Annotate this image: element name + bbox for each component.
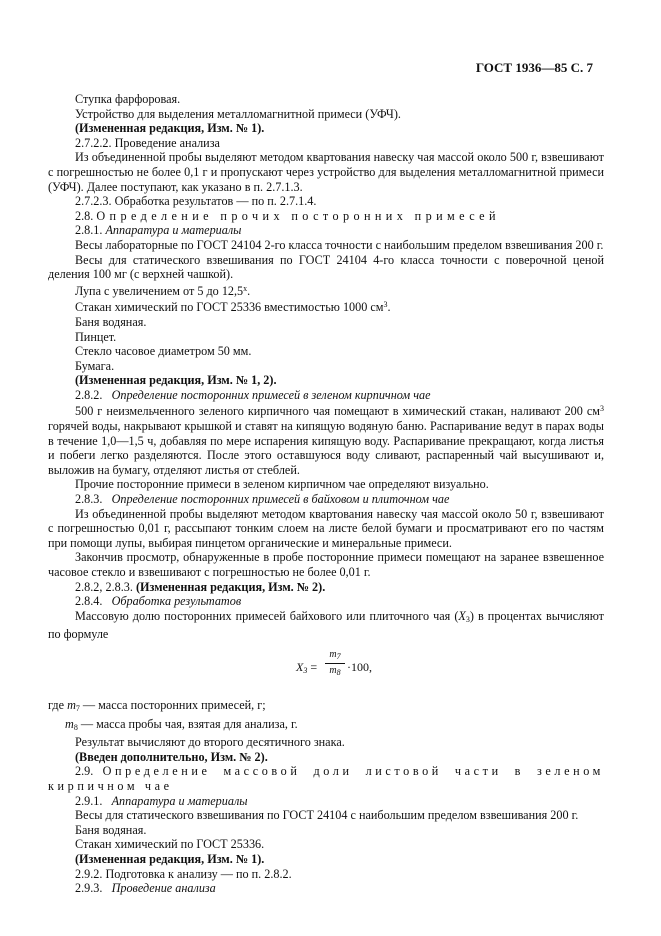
variable-definition: где $m_7$ — масса посторонних примесей, г; [48, 697, 266, 713]
text-line: Лупа с увеличением от 5 до $12,5^х$. [75, 283, 251, 298]
amendment-note: (Измененная редакция, Изм. № 1, 2). [75, 373, 277, 388]
paragraph: Весы для статического взвешивания по ГОСТ 24104 4-го класса точности с поверочной ценой деления 100 мг (с верхней чашкой). [48, 252, 604, 282]
amendment-note: (Измененная редакция, Изм. № 1). [75, 121, 265, 136]
section-heading [48, 209, 604, 224]
text-line: Баня водяная. [75, 314, 147, 329]
section-title: Определение прочих посторонних примесей [96, 208, 500, 223]
variable-definition: $m_8$ — масса пробы чая, взятая для анализа, г. [65, 716, 298, 732]
section-heading: 2.7.2.3. Обработка результатов — по п. 2.7.1.4. [75, 194, 317, 209]
text-line: Бумага. [75, 358, 115, 373]
section-heading: 2.9. Определение массовой доли листовой части в зеленом кирпичном чае [48, 764, 604, 793]
paragraph: Массовую долю посторонних примесей байхового или плиточного чая $(X_3)$ в процентах вычисляют по формуле [48, 608, 604, 642]
paragraph: 500 г неизмельченного зеленого кирпичного чая помещают в химический стакан, наливают 200 $см^3$ горячей воды, накрывают крышкой и ставят на кипящую водяную баню. Распаривание ведут в парах воды в течение 1,0—1,5 ч, добавляя по мере испарения кипящую воду. Распаривание прекращают, когда листья и побеги легко разделяются. После этого оставшуюся воду сливают, распаренный чай высушивают и, выложив на бумагу, отделяют листья от стеблей. [48, 404, 604, 477]
amendment-note: (Введен дополнительно, Изм. № 2). [75, 749, 268, 764]
section-heading [48, 223, 604, 238]
text-line: Стакан химический по ГОСТ 25336 вместимостью 1000 $см^3$. [75, 300, 391, 315]
amendment-note: (Измененная редакция, Изм. № 1). [75, 851, 265, 866]
text-line: Стакан химический по ГОСТ 25336. [75, 837, 265, 852]
paragraph: Весы лабораторные по ГОСТ 24104 2-го класса точности с наибольшим пределом взвешивания 200 г. [75, 237, 604, 252]
section-heading: 2.8.4. Обработка результатов [75, 594, 242, 609]
section-heading: 2.9.2. Подготовка к анализу — по п. 2.8.2. [75, 866, 292, 881]
section-number: 2.8.1. [75, 223, 103, 238]
section-heading: 2.8.2. Определение посторонних примесей в зеленом кирпичном чае [75, 387, 431, 402]
page-header: ГОСТ 1936—85 С. 7 [475, 60, 593, 75]
text-line: Пинцет. [75, 329, 117, 344]
amendment-note: 2.8.2, 2.8.3. (Измененная редакция, Изм. № 2). [75, 579, 326, 594]
formula-fraction [325, 648, 345, 680]
document-body [48, 92, 604, 896]
numerator: $m_7$ [325, 648, 345, 664]
section-heading: 2.9.3. Проведение анализа [75, 881, 216, 896]
formula-lhs: $X_3$ = [296, 659, 318, 675]
section-heading: 2.8.3. Определение посторонних примесей в байховом и плиточном чае [75, 492, 450, 507]
text-line: Баня водяная. [75, 822, 147, 837]
paragraph: Прочие посторонние примеси в зеленом кирпичном чае определяют визуально. [75, 477, 489, 492]
paragraph: Закончив просмотр, обнаруженные в пробе посторонние примеси помещают на заранее взвешенное часовое стекло и взвешивают с погрешностью не более 0,01 г. [48, 550, 604, 579]
text-line: Ступка фарфоровая. [75, 92, 181, 106]
section-number: 2.8. [75, 208, 94, 223]
formula [48, 648, 604, 692]
denominator: $m_8$ [329, 664, 341, 677]
section-heading: 2.9.1. Аппаратура и материалы [75, 793, 248, 808]
paragraph: Из объединенной пробы выделяют методом квартования навеску чая массой около 500 г, взвешивают с погрешностью не более 0,1 г и пропускают через устройство для выделения металломагнитной примеси (УФЧ). Далее поступают, как указано в п. 2.7.1.3. [48, 150, 604, 194]
text-line: Устройство для выделения металломагнитной примеси (УФЧ). [75, 106, 401, 121]
text-line: Стекло часовое диаметром 50 мм. [75, 344, 252, 359]
formula-rhs: ·100, [347, 659, 372, 674]
section-heading: 2.7.2.2. Проведение анализа [75, 135, 220, 150]
text-line: Результат вычисляют до второго десятичного знака. [75, 735, 345, 750]
paragraph: Весы для статического взвешивания по ГОСТ 24104 с наибольшим пределом взвешивания 200 г. [75, 808, 579, 823]
section-title: Аппаратура и материалы [105, 223, 242, 238]
paragraph: Из объединенной пробы выделяют методом квартования навеску чая массой около 50 г, взвешивают с погрешностью 0,01 г, рассыпают тонким слоем на листе белой бумаги и просматривают его по частям при помощи лупы, выбирая пинцетом органические и минеральные примеси. [48, 506, 604, 550]
